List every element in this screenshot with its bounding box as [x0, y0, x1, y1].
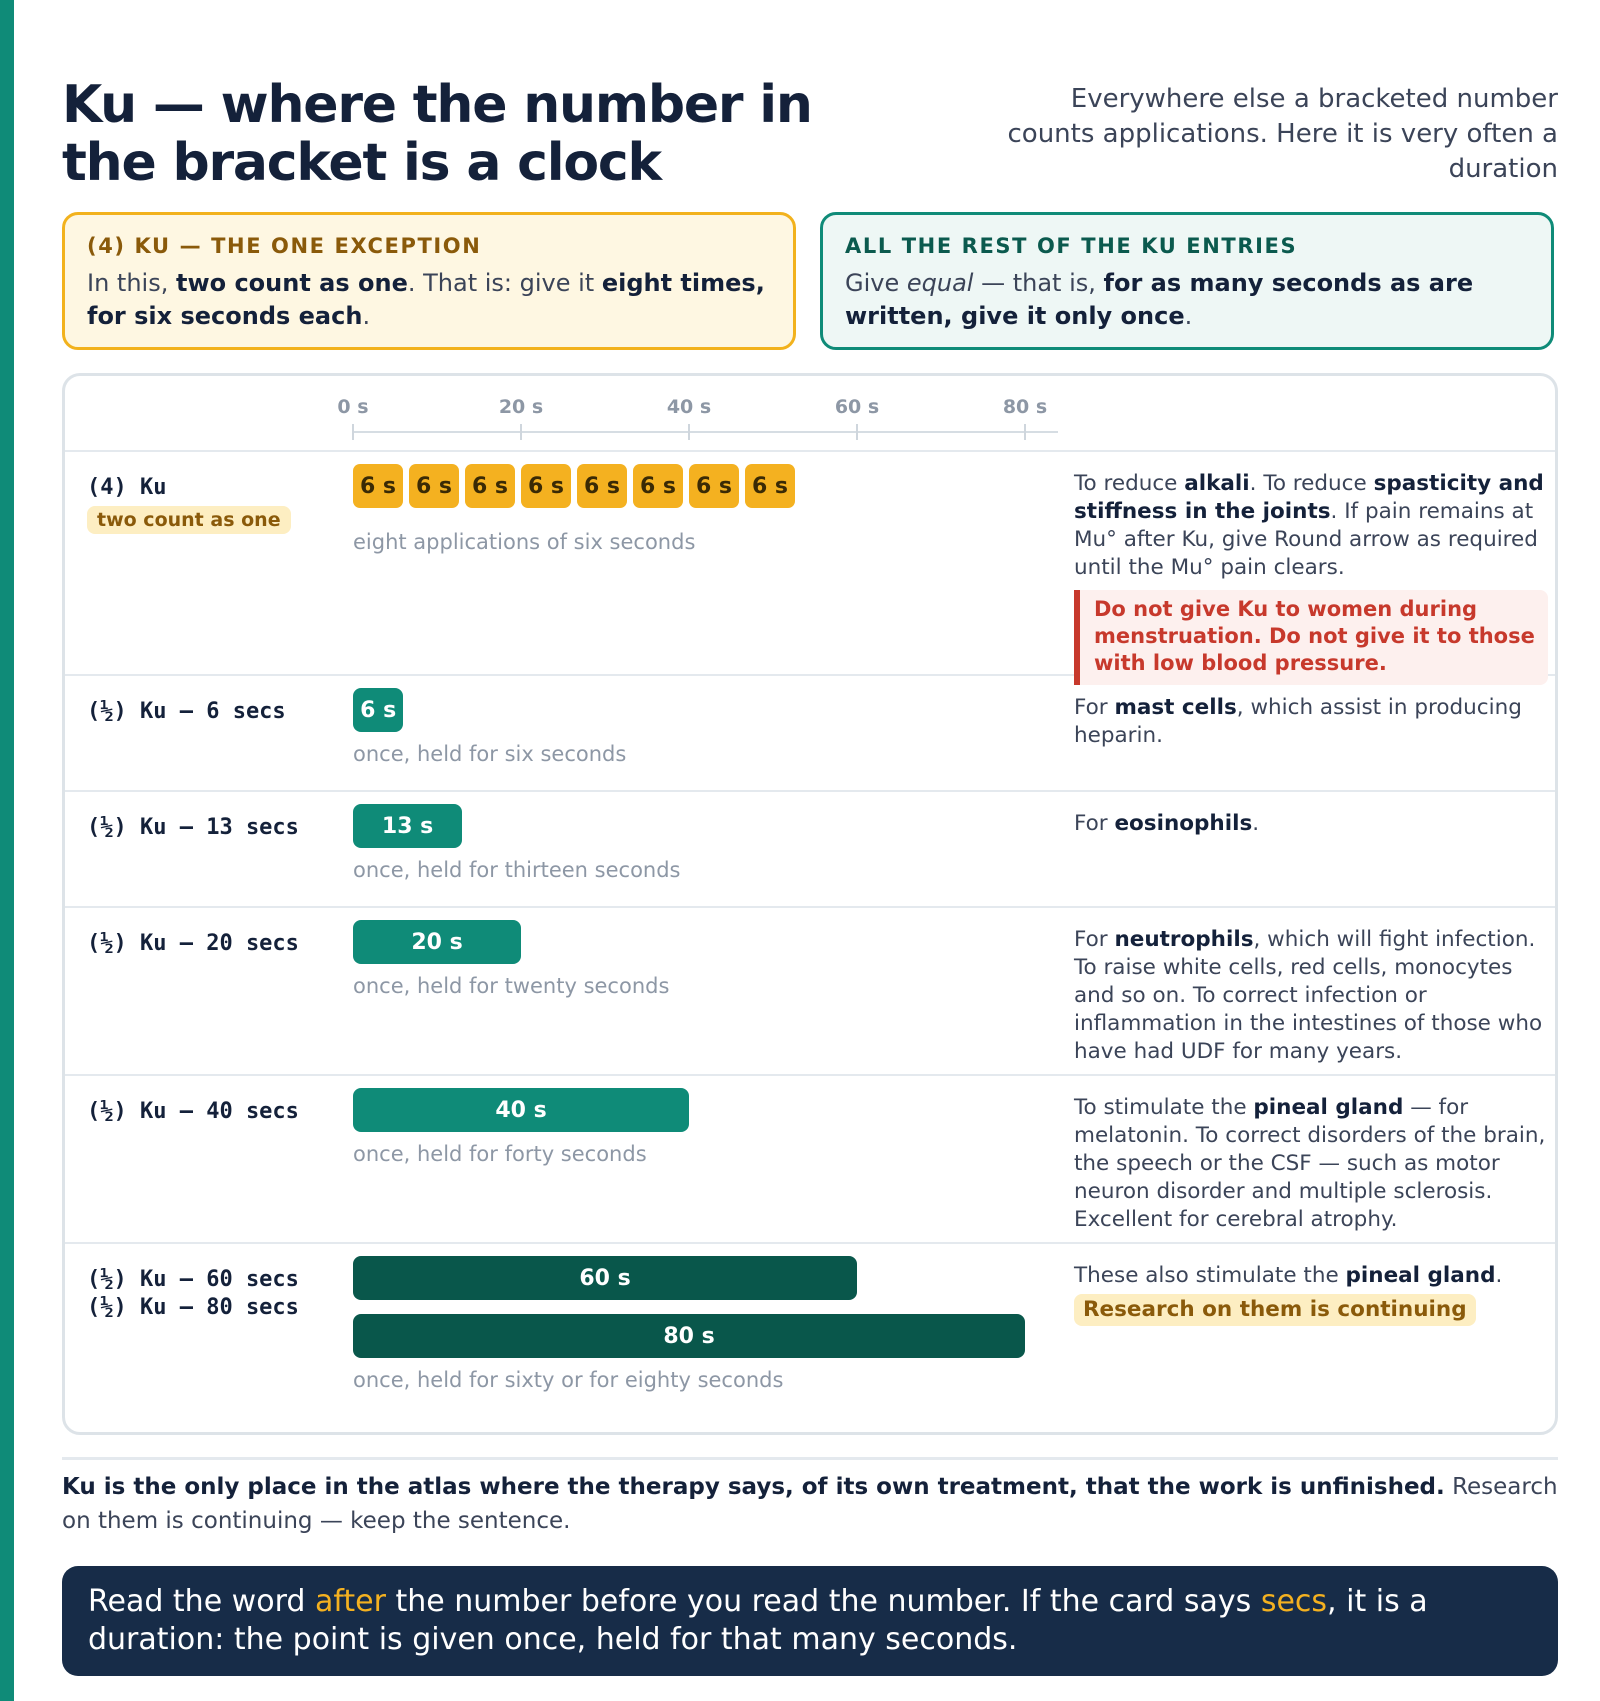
- banner-text: , it is a duration: the point is given once, held for that many seconds.: [88, 1584, 1428, 1657]
- bar-caption: eight applications of six seconds: [353, 530, 696, 554]
- ku-row-13s: [65, 792, 1555, 908]
- exception-emphasis: eight times, for six seconds each: [87, 269, 765, 330]
- footnote-text: Research on them is continuing — keep the sentence.: [62, 1474, 1558, 1534]
- desc-text: .: [1495, 1263, 1503, 1288]
- banner-text: the number before you read the number. If the card says: [385, 1584, 1261, 1619]
- axis-tick-label: 80 s: [1002, 396, 1048, 418]
- desc-emphasis: pineal gland: [1345, 1263, 1496, 1288]
- desc-text: — for melatonin. To correct disorders of the brain, the speech or the CSF — such as motor neuron disorder and multiple sclerosis. Excellent for cerebral atrophy.: [1074, 1095, 1546, 1232]
- exception-callout: [62, 212, 796, 350]
- rest-italic: equal: [906, 269, 974, 297]
- research-highlight: Research on them is continuing: [1074, 1294, 1476, 1326]
- pulse-block: 6 s: [353, 464, 403, 508]
- duration-bar: 80 s: [353, 1314, 1025, 1358]
- desc-emphasis: mast cells: [1114, 695, 1237, 720]
- desc-text: To stimulate the: [1074, 1095, 1254, 1120]
- reading-rule-banner: [62, 1566, 1558, 1676]
- pulse-block: 6 s: [521, 464, 571, 508]
- warning-note: Do not give Ku to women during menstruation. Do not give it to those with low blood pressure.: [1074, 590, 1548, 685]
- desc-text: , which will fight infection. To raise white cells, red cells, monocytes and so on. To correct infection or inflammation in the intestines of those who have had UDF for many years.: [1074, 927, 1543, 1064]
- axis-tick-mark: [352, 424, 354, 440]
- desc-text: For: [1074, 927, 1115, 952]
- row-description: [1074, 470, 1548, 685]
- axis-line: [353, 431, 1058, 433]
- ku-row-40s: [65, 1076, 1555, 1244]
- pulse-block: 6 s: [577, 464, 627, 508]
- footnote: [62, 1470, 1558, 1538]
- ku-row-four: [65, 452, 1555, 676]
- rest-text: [845, 267, 1529, 333]
- rest-emphasis: for as many seconds as are written, give it only once: [845, 269, 1474, 330]
- banner-text: Read the word: [88, 1584, 315, 1619]
- desc-emphasis: eosinophils: [1114, 811, 1253, 836]
- pulse-block: 6 s: [745, 464, 795, 508]
- bar-caption: once, held for six seconds: [353, 742, 627, 766]
- row-label: (½) Ku – 6 secs: [87, 699, 286, 724]
- row-description: [1074, 926, 1548, 1066]
- exception-text-part: .: [362, 302, 371, 330]
- desc-text: For: [1074, 695, 1115, 720]
- accent-bar: [0, 0, 14, 1701]
- duration-bar: 6 s: [353, 688, 403, 732]
- exception-text-part: In this,: [87, 269, 176, 297]
- rest-text-part: — that is,: [973, 269, 1104, 297]
- banner-highlight: secs: [1260, 1584, 1328, 1619]
- axis-tick-label: 0 s: [337, 396, 369, 418]
- row-label: (½) Ku – 13 secs: [87, 815, 299, 840]
- row-label: (½) Ku – 60 secs (½) Ku – 80 secs: [87, 1267, 299, 1320]
- axis-tick-label: 40 s: [666, 396, 712, 418]
- axis-tick-label: 60 s: [834, 396, 880, 418]
- pulse-block: 6 s: [465, 464, 515, 508]
- exception-heading: (4) KU — THE ONE EXCEPTION: [87, 234, 482, 258]
- desc-emphasis: neutrophils: [1114, 927, 1254, 952]
- pulse-track: [353, 452, 1058, 674]
- duration-table: [62, 373, 1558, 1435]
- desc-emphasis: alkali: [1184, 471, 1250, 496]
- rest-text-part: .: [1184, 302, 1193, 330]
- duration-track: [353, 1076, 1058, 1242]
- rest-heading: ALL THE REST OF THE KU ENTRIES: [845, 234, 1298, 258]
- bar-caption: once, held for forty seconds: [353, 1142, 647, 1166]
- row-description: [1074, 1094, 1548, 1234]
- page-title: Ku — where the number in the bracket is a clock: [62, 75, 812, 193]
- exception-emphasis: two count as one: [175, 269, 408, 297]
- duration-bar: 13 s: [353, 804, 462, 848]
- duration-track: [353, 908, 1058, 1074]
- row-label: (½) Ku – 40 secs: [87, 1099, 299, 1124]
- footer-divider: [62, 1457, 1558, 1460]
- exception-text-part: . That is: give it: [407, 269, 602, 297]
- row-label: (½) Ku – 20 secs: [87, 931, 299, 956]
- rest-text-part: Give: [845, 269, 907, 297]
- duration-bar: 60 s: [353, 1256, 857, 1300]
- pulse-block: 6 s: [689, 464, 739, 508]
- desc-emphasis: spasticity and stiffness in the joints: [1074, 471, 1544, 524]
- duration-track: [353, 1244, 1058, 1432]
- desc-text: . To reduce: [1249, 471, 1374, 496]
- two-count-as-one-tag: two count as one: [87, 506, 291, 534]
- row-description: [1074, 1262, 1548, 1326]
- desc-emphasis: pineal gland: [1253, 1095, 1404, 1120]
- ku-row-20s: [65, 908, 1555, 1076]
- bar-caption: once, held for twenty seconds: [353, 974, 670, 998]
- exception-text: [87, 267, 771, 333]
- desc-text: To reduce: [1074, 471, 1185, 496]
- ku-row-6s: [65, 676, 1555, 792]
- bar-caption: once, held for thirteen seconds: [353, 858, 681, 882]
- desc-text: . If pain remains at Mu° after Ku, give Round arrow as required until the Mu° pain clears.: [1074, 499, 1538, 580]
- pulse-block: 6 s: [633, 464, 683, 508]
- duration-bar: 20 s: [353, 920, 521, 964]
- row-description: [1074, 810, 1548, 838]
- axis-tick-mark: [520, 424, 522, 440]
- banner-highlight: after: [314, 1584, 386, 1619]
- desc-text: For: [1074, 811, 1115, 836]
- axis-tick-label: 20 s: [498, 396, 544, 418]
- bar-caption: once, held for sixty or for eighty seconds: [353, 1368, 784, 1392]
- intro-text: Everywhere else a bracketed number counts applications. Here it is very often a duration: [1007, 84, 1558, 184]
- footnote-emphasis: Ku is the only place in the atlas where the therapy says, of its own treatment, that the work is unfinished.: [62, 1474, 1445, 1500]
- axis-tick-mark: [1024, 424, 1026, 440]
- time-axis: [65, 376, 1555, 452]
- desc-text: .: [1252, 811, 1260, 836]
- rest-callout: [820, 212, 1554, 350]
- row-label: (4) Ku: [87, 475, 167, 500]
- header: [62, 72, 1558, 192]
- desc-text: These also stimulate the: [1074, 1263, 1346, 1288]
- pulse-block: 6 s: [409, 464, 459, 508]
- ku-row-60-80s: [65, 1244, 1555, 1432]
- row-description: [1074, 694, 1548, 750]
- duration-bar: 40 s: [353, 1088, 689, 1132]
- duration-track: [353, 792, 1058, 906]
- axis-tick-mark: [856, 424, 858, 440]
- desc-text: , which assist in producing heparin.: [1074, 695, 1522, 748]
- axis-tick-mark: [688, 424, 690, 440]
- duration-track: [353, 676, 1058, 790]
